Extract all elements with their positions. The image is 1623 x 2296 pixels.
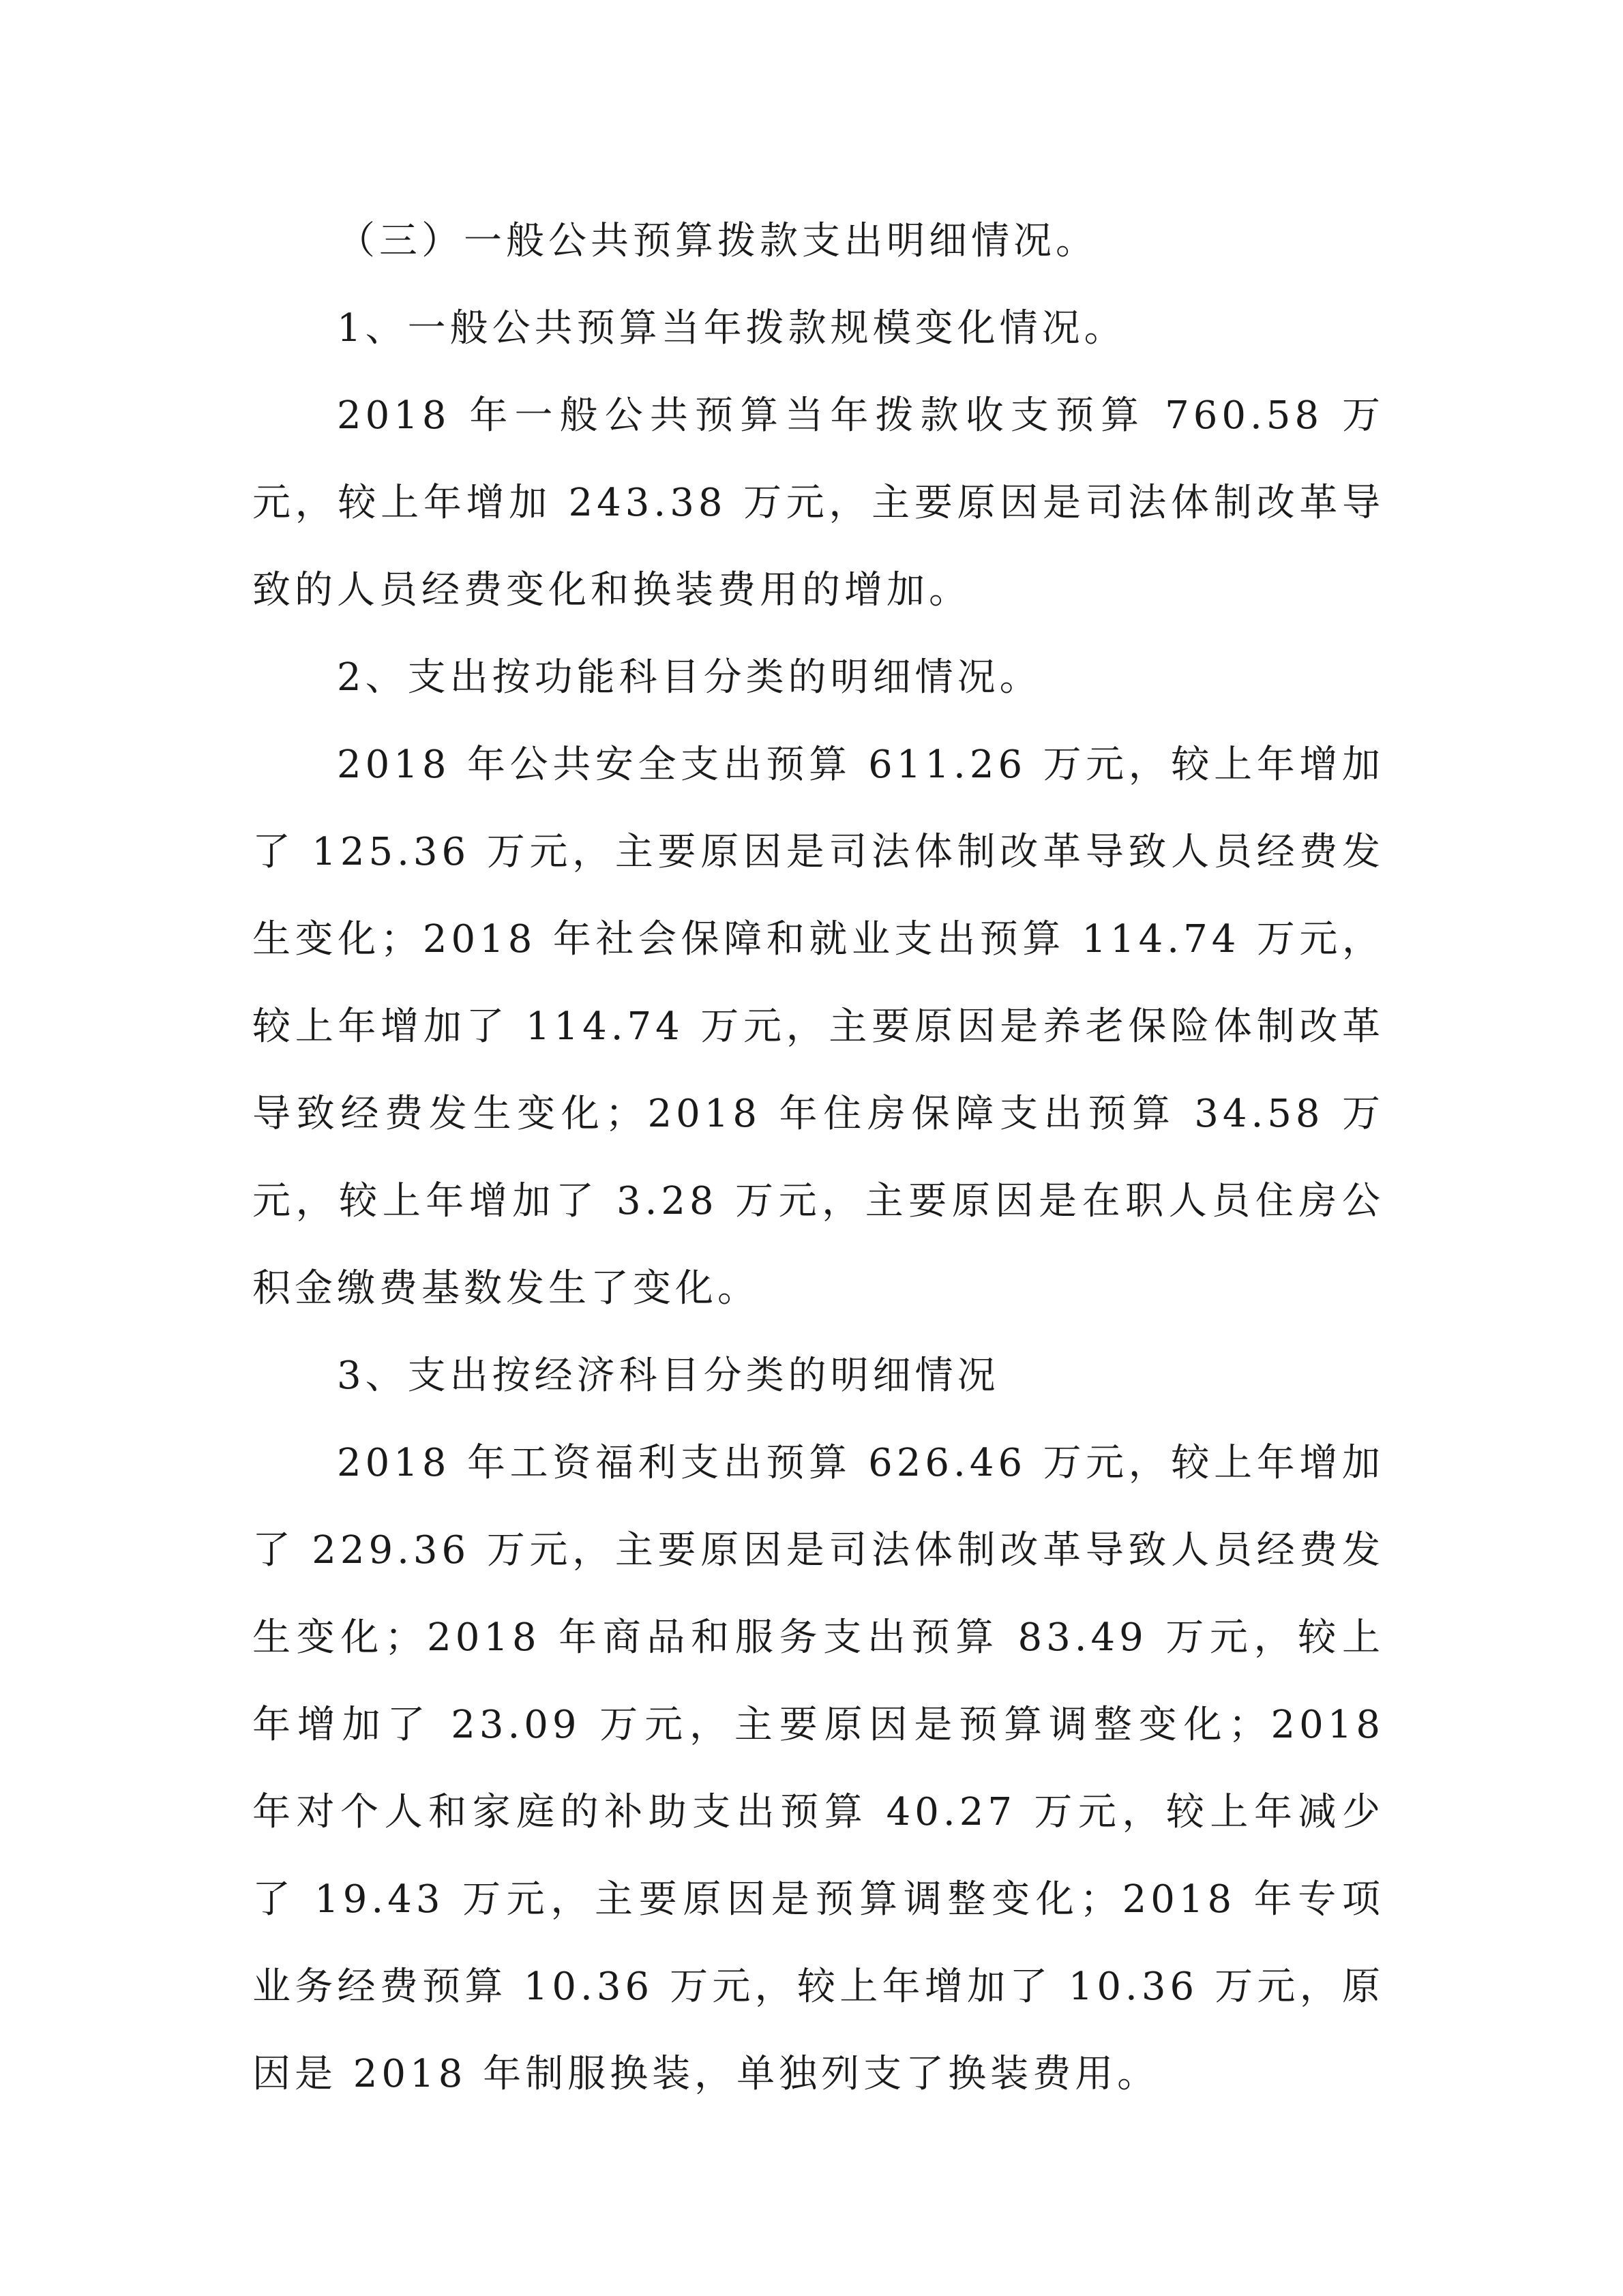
paragraph-functional-classification: 2018 年公共安全支出预算 611.26 万元，较上年增加了 125.36 万元，主要原因是司法体制改革导致人员经费发生变化；2018 年社会保障和就业支出预算 114.74 万元，较上年增加了 114.74 万元，主要原因是养老保险体制改革导致经费发生变化；2018 年住房保障支出预算 34.58 万元，较上年增加了 3.28 万元，主要原因是在职人员住房公积金缴费基数发生了变化。 xyxy=(252,743,1384,1311)
paragraph-economic-classification: 2018 年工资福利支出预算 626.46 万元，较上年增加了 229.36 万元，主要原因是司法体制改革导致人员经费发生变化；2018 年商品和服务支出预算 83.49 万元，较上年增加了 23.09 万元，主要原因是预算调整变化；2018 年对个人和家庭的补助支出预算 40.27 万元，较上年减少了 19.43 万元，主要原因是预算调整变化；2018 年专项业务经费预算 10.36 万元，较上年增加了 10.36 万元，原因是 2018 年制服换装，单独列支了换装费用。 xyxy=(252,1441,1385,2096)
section-heading: （三）一般公共预算拨款支出明细情况。 xyxy=(337,219,1098,263)
subsection-heading-1: 1、一般公共预算当年拨款规模变化情况。 xyxy=(337,306,1127,351)
subsection-heading-2: 2、支出按功能科目分类的明细情况。 xyxy=(337,655,1042,700)
subsection-heading-3: 3、支出按经济科目分类的明细情况 xyxy=(337,1354,1000,1398)
paragraph-budget-scale: 2018 年一般公共预算当年拨款收支预算 760.58 万元，较上年增加 243.38 万元，主要原因是司法体制改革导致的人员经费变化和换装费用的增加。 xyxy=(252,393,1384,612)
document-body xyxy=(252,198,1384,2118)
